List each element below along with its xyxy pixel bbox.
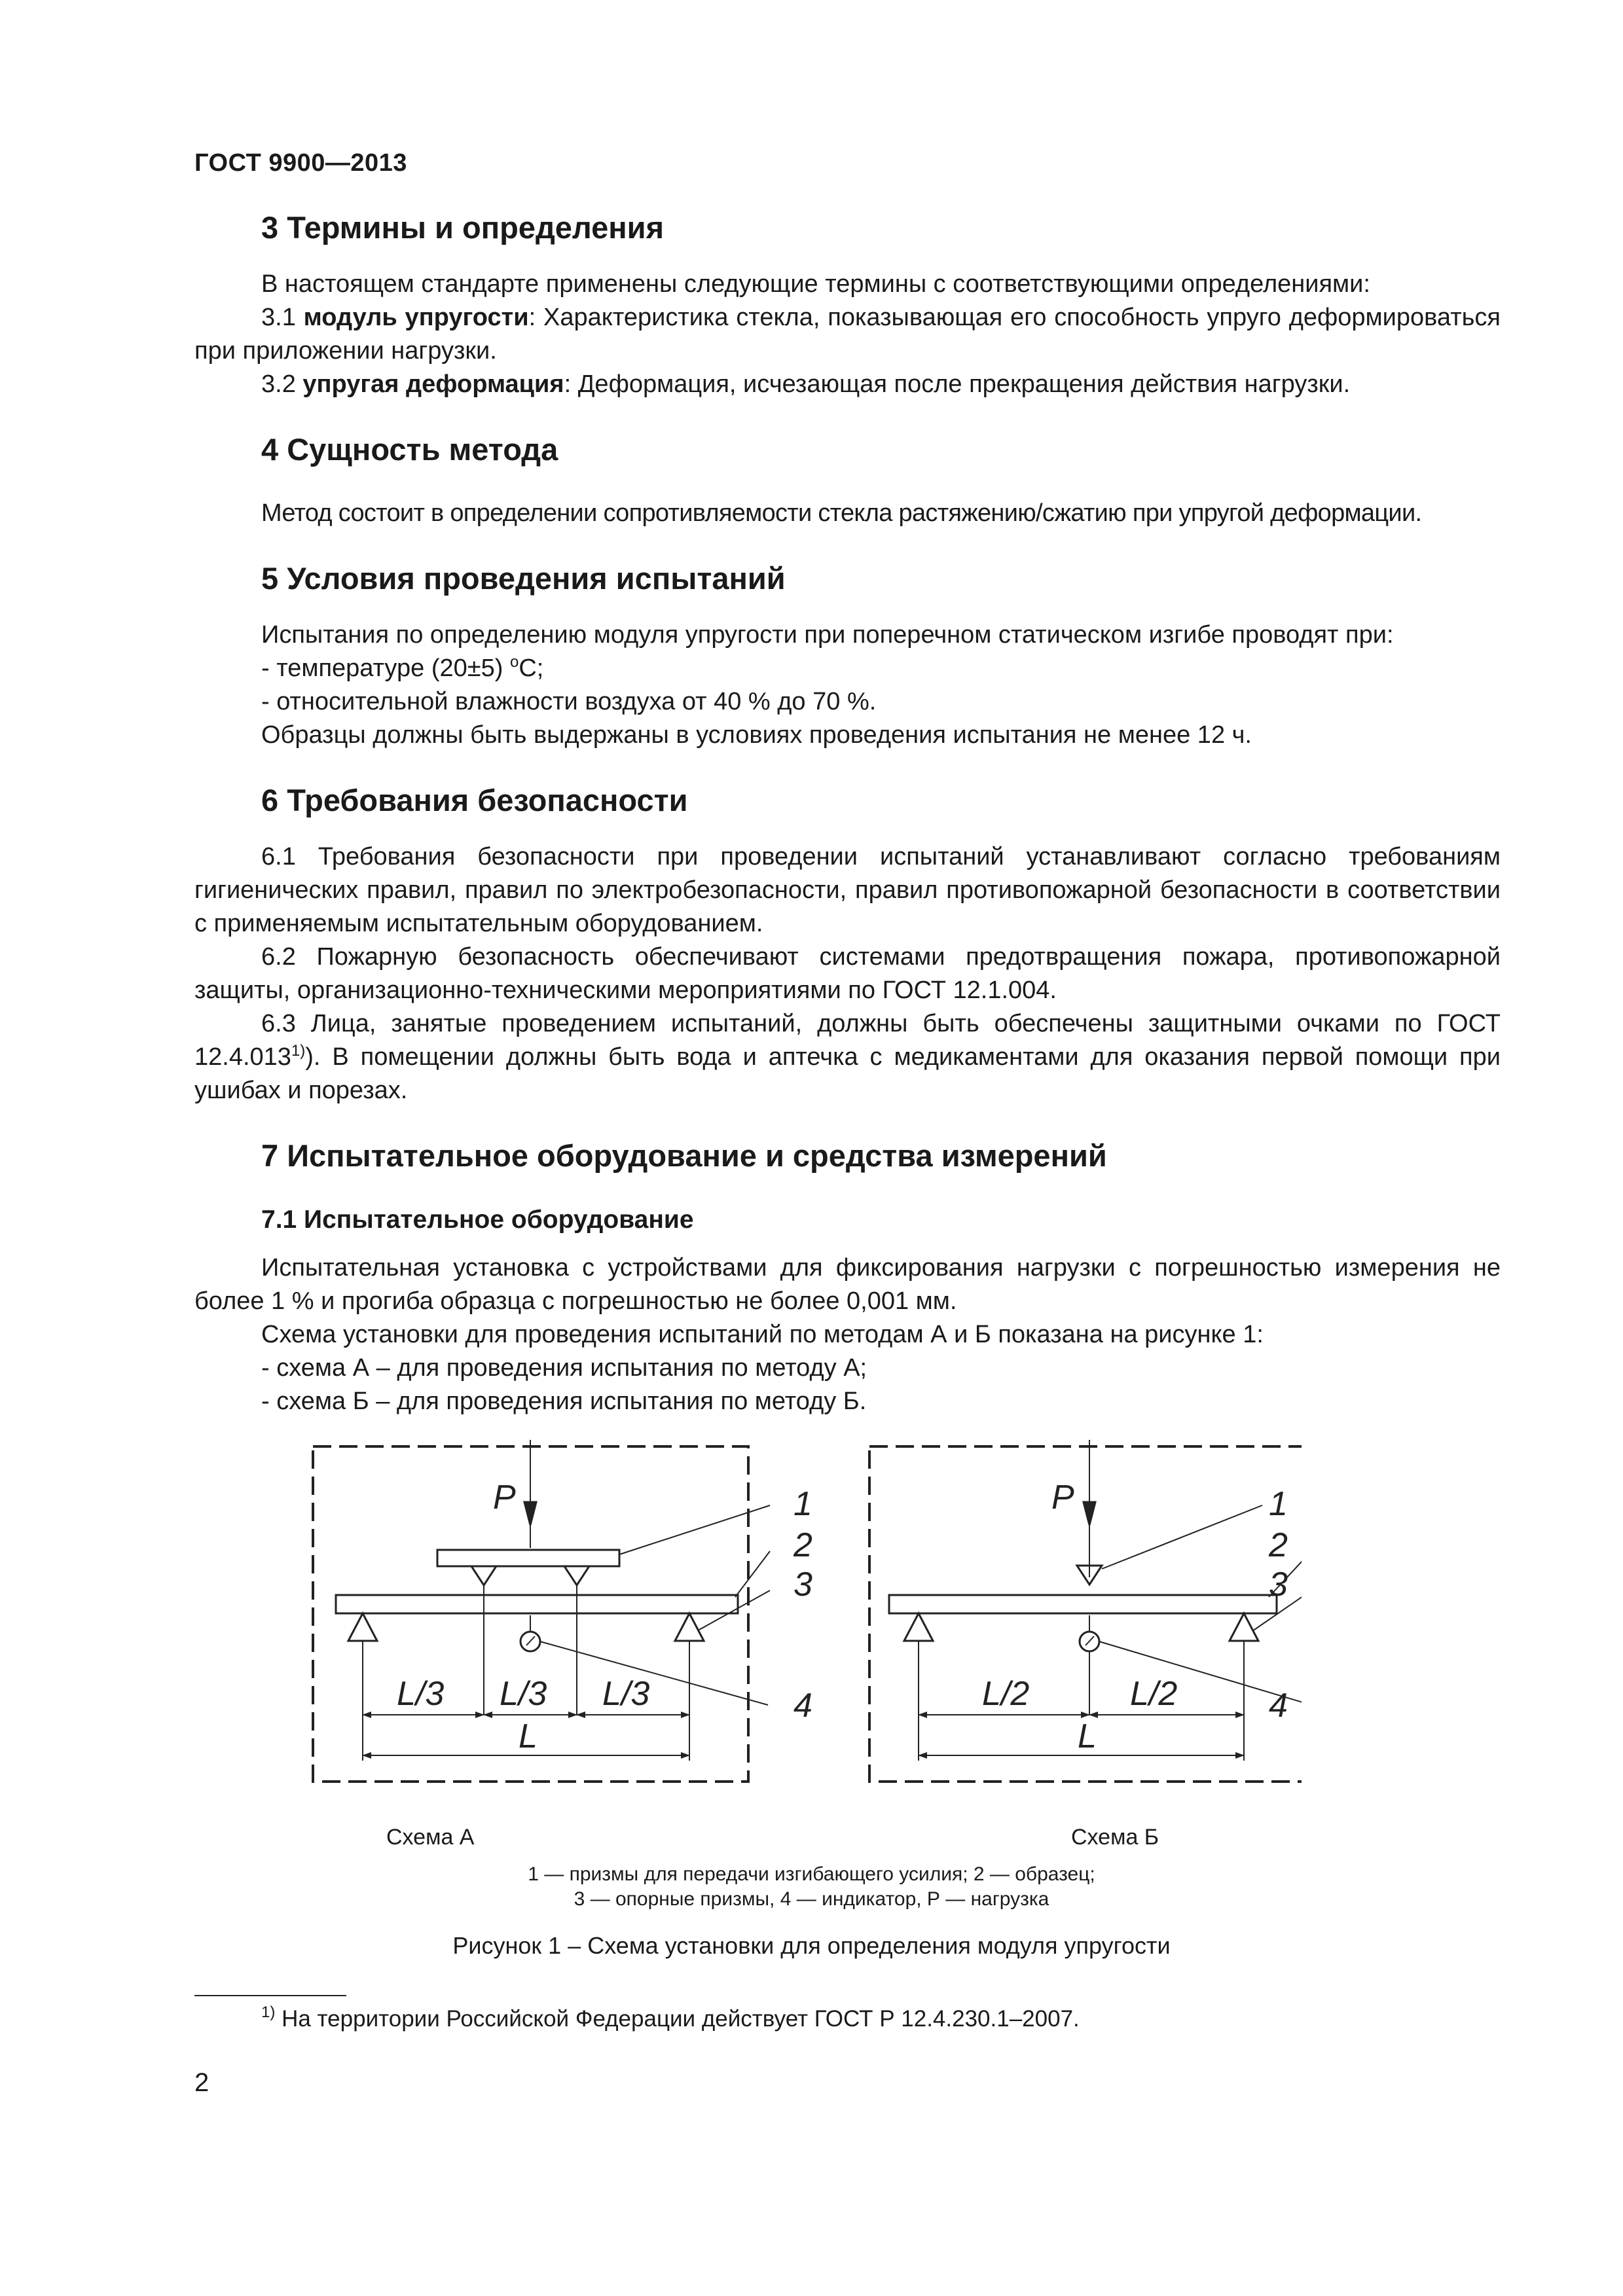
scheme-a-caption: Схема А	[386, 1825, 475, 1850]
term-3-1-definition: : Характеристика стекла, показывающая его способность упруго деформироваться при приложении нагрузки.	[194, 304, 1501, 365]
scheme-a-specimen	[336, 1595, 738, 1613]
term-3-1	[194, 301, 1501, 368]
section-6-1: 6.1 Требования безопасности при проведении испытаний устанавливают согласно требованиям гигиенических правил, правил по электробезопасности, правил противопожарной безопасности в соответствии с применяемым испытательным оборудованием.	[194, 843, 1501, 937]
footnote	[261, 2003, 1080, 2036]
footnote-text: На территории Российской Федерации действует ГОСТ Р 12.4.230.1–2007.	[275, 2006, 1080, 2032]
scheme-a-support-right	[675, 1613, 704, 1641]
scheme-a-label-1: 1	[793, 1485, 812, 1523]
section-7-1-para-2: Схема установки для проведения испытаний по методам А и Б показана на рисунке 1:	[261, 1321, 1264, 1348]
scheme-a-prism-right	[564, 1566, 589, 1585]
scheme-a-load-label: P	[493, 1479, 516, 1516]
section-6-3-text-b: ). В помещении должны быть вода и аптечка с медикаментами для оказания первой помощи при ушибах и порезах.	[194, 1043, 1501, 1104]
section-6-3-text-a: 6.3 Лица, занятые проведением испытаний, должны быть обеспечены защитными очками по ГОСТ 12.4.013	[194, 1010, 1501, 1071]
term-3-2	[194, 368, 1501, 401]
section-7-1-item-b: - схема Б – для проведения испытания по методу Б.	[261, 1388, 867, 1415]
section-7-1-para-1: Испытательная установка с устройствами для фиксирования нагрузки с погрешностью измерения не более 1 % и прогиба образца с погрешностью не более 0,001 мм.	[194, 1254, 1501, 1315]
scheme-a-leader-3	[699, 1590, 770, 1630]
scheme-b-dim-label-2: L/2	[1130, 1675, 1178, 1713]
footnote-mark: 1)	[261, 2003, 276, 2021]
scheme-a-leader-2	[735, 1551, 770, 1597]
scheme-b-dim-label-1: L/2	[982, 1675, 1030, 1713]
footnote-separator	[194, 1995, 346, 1996]
term-3-2-definition: : Деформация, исчезающая после прекращения действия нагрузки.	[564, 370, 1351, 398]
page-content	[194, 208, 1501, 1418]
scheme-a-label-4: 4	[793, 1687, 812, 1725]
degree-mark: о	[509, 653, 519, 671]
scheme-a-label-3: 3	[793, 1566, 812, 1604]
scheme-a-span-label: L	[519, 1717, 538, 1755]
section-6-title: 6 Требования безопасности	[261, 783, 688, 817]
scheme-b-leader-1	[1102, 1505, 1262, 1569]
scheme-b-span-label: L	[1078, 1717, 1097, 1755]
scheme-b-load-label: P	[1051, 1479, 1074, 1516]
section-5-line-3: - относительной влажности воздуха от 40 % до 70 %.	[261, 688, 877, 715]
term-3-1-name: модуль упругости	[303, 304, 529, 331]
footnote-ref: 1)	[291, 1042, 306, 1060]
scheme-b-label-3: 3	[1269, 1566, 1288, 1604]
figure-legend-line-1: 1 — призмы для передачи изгибающего усилия; 2 — образец;	[528, 1863, 1095, 1885]
temperature-text: - температуре (20±5)	[261, 655, 510, 682]
figure-1-drawing	[306, 1440, 1302, 1846]
section-5-line-1: Испытания по определению модуля упругости при поперечном статическом изгибе проводят при:	[261, 621, 1394, 649]
scheme-b-label-2: 2	[1269, 1526, 1288, 1564]
scheme-a-dim-label-3: L/3	[602, 1675, 650, 1713]
scheme-a-label-2: 2	[793, 1526, 812, 1564]
section-5-title: 5 Условия проведения испытаний	[261, 561, 786, 596]
section-5-line-2	[194, 652, 1501, 685]
scheme-a-loading-plate	[437, 1550, 619, 1566]
scheme-a-support-left	[348, 1613, 377, 1641]
term-3-2-name: упругая деформация	[302, 370, 564, 398]
scheme-a-leader-4	[540, 1641, 768, 1705]
document-header: ГОСТ 9900—2013	[194, 149, 407, 177]
section-3-intro: В настоящем стандарте применены следующие термины с соответствующими определениями:	[261, 270, 1370, 298]
scheme-b-label-1: 1	[1269, 1485, 1288, 1523]
scheme-b-support-left	[904, 1613, 933, 1641]
section-7-1-item-a: - схема А – для проведения испытания по методу А;	[261, 1354, 867, 1382]
scheme-b-caption: Схема Б	[1071, 1825, 1159, 1850]
scheme-b-support-right	[1230, 1613, 1258, 1641]
scheme-a-prism-left	[471, 1566, 496, 1585]
section-5-line-4: Образцы должны быть выдержаны в условиях проведения испытания не менее 12 ч.	[261, 721, 1252, 749]
subsection-7-1-title: 7.1 Испытательное оборудование	[261, 1206, 694, 1234]
scheme-a-load-arrowhead	[524, 1502, 536, 1525]
page-number: 2	[194, 2068, 210, 2097]
scheme-b-label-4: 4	[1269, 1687, 1288, 1725]
figure-title: Рисунок 1 – Схема установки для определения модуля упругости	[452, 1932, 1171, 1959]
scheme-b-specimen	[889, 1595, 1277, 1613]
section-4-text: Метод состоит в определении сопротивляемости стекла растяжению/сжатию при упругой деформации.	[261, 499, 1422, 527]
term-3-1-number: 3.1	[261, 304, 304, 331]
section-6-3	[194, 1007, 1501, 1107]
term-3-2-number: 3.2	[261, 370, 303, 398]
scheme-a-dim-label-2: L/3	[500, 1675, 547, 1713]
section-6-2: 6.2 Пожарную безопасность обеспечивают системами предотвращения пожара, противопожарной защиты, организационно-техническими мероприятиями по ГОСТ 12.1.004.	[194, 943, 1501, 1004]
figure-legend-line-2: 3 — опорные призмы, 4 — индикатор, Р — нагрузка	[574, 1888, 1049, 1910]
section-3-title: 3 Термины и определения	[261, 210, 664, 245]
scheme-a-dim-label-1: L/3	[397, 1675, 445, 1713]
figure-1	[306, 1440, 1302, 1846]
scheme-b-load-arrowhead	[1084, 1502, 1095, 1525]
section-4-title: 4 Сущность метода	[261, 432, 558, 467]
temperature-unit: С;	[519, 655, 544, 682]
section-7-title: 7 Испытательное оборудование и средства измерений	[261, 1138, 1107, 1173]
